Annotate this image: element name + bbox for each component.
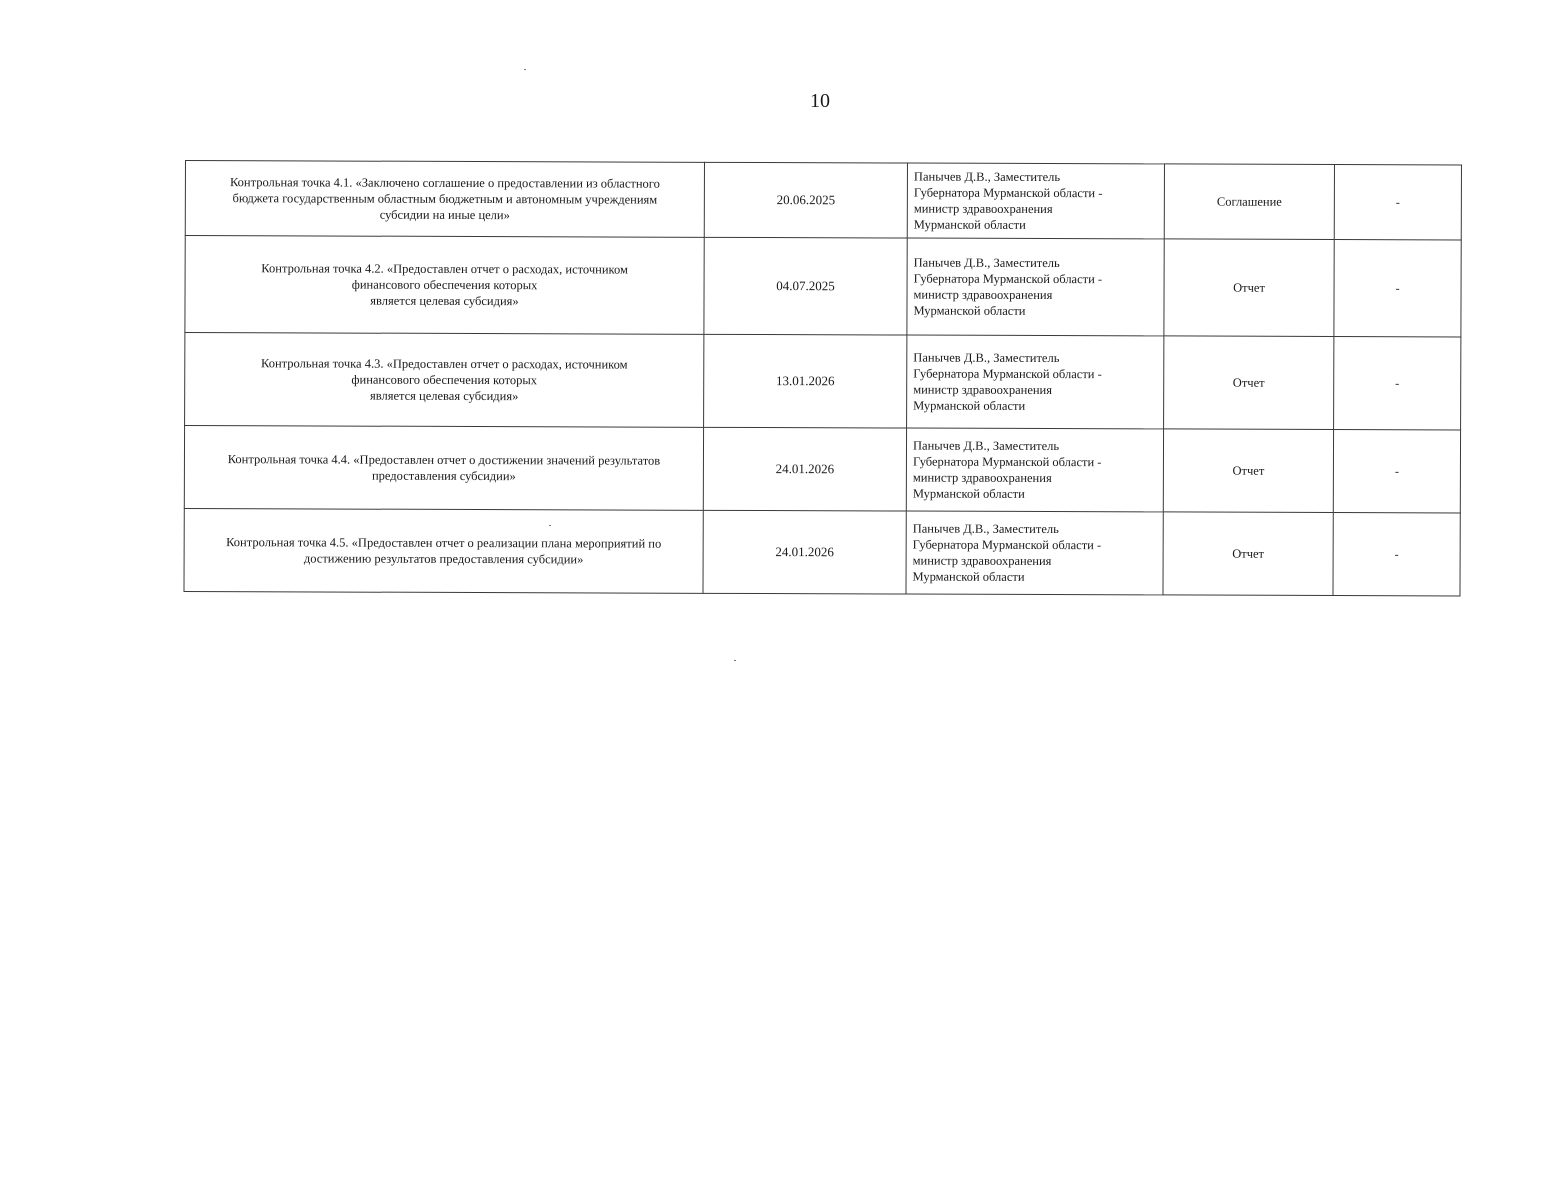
document-type-cell: Отчет	[1163, 512, 1333, 596]
control-point-name-line: является целевая субсидия»	[369, 388, 519, 404]
control-point-name-line: финансового обеспечения которых	[351, 277, 538, 293]
deadline-date-cell: 24.01.2026	[703, 510, 906, 594]
deadline-date-cell: 20.06.2025	[704, 162, 907, 238]
table-row	[184, 508, 1460, 595]
control-point-name-cell	[185, 161, 704, 238]
control-point-name-line: финансового обеспечения которых	[351, 372, 538, 388]
control-point-name-line: бюджета государственным областным бюджетным и автономным учреждениям	[232, 191, 658, 207]
responsible-line: Панычев Д.В., Заместитель	[913, 169, 1061, 185]
control-points-table	[183, 160, 1462, 596]
responsible-line: Мурманской области	[913, 303, 1026, 318]
note-cell: -	[1333, 430, 1460, 513]
page-number: 10	[810, 90, 830, 112]
responsible-line: Губернатора Мурманской области -	[912, 454, 1102, 470]
document-type-cell: Отчет	[1164, 239, 1334, 337]
responsible-person-cell	[907, 238, 1164, 336]
responsible-line: министр здравоохранения	[913, 287, 1053, 303]
responsible-line: Губернатора Мурманской области -	[913, 185, 1103, 201]
deadline-date-cell: 04.07.2025	[704, 237, 907, 335]
responsible-line: министр здравоохранения	[912, 470, 1052, 486]
responsible-line: министр здравоохранения	[913, 382, 1053, 398]
responsible-line: Панычев Д.В., Заместитель	[912, 438, 1060, 454]
control-point-name-cell	[184, 426, 703, 511]
document-type-cell: Отчет	[1164, 336, 1334, 430]
responsible-person-cell	[906, 428, 1163, 512]
scan-speck	[734, 660, 736, 661]
control-point-name-line: Контрольная точка 4.5. «Предоставлен отчет о реализации плана мероприятий по	[226, 535, 662, 551]
responsible-person-cell	[906, 511, 1163, 595]
document-type-cell: Отчет	[1163, 429, 1333, 513]
control-point-name-line: Контрольная точка 4.1. «Заключено соглашение о предоставлении из областного	[229, 175, 660, 191]
responsible-line: Мурманской области	[913, 217, 1026, 232]
responsible-line: Панычев Д.В., Заместитель	[912, 521, 1059, 537]
control-point-name-line: является целевая субсидия»	[370, 293, 519, 309]
control-point-name-line: предоставления субсидии»	[371, 468, 516, 484]
deadline-date-cell: 24.01.2026	[703, 427, 906, 511]
note-cell: -	[1334, 337, 1461, 430]
responsible-line: Мурманской области	[912, 569, 1025, 584]
control-point-name-line: Контрольная точка 4.3. «Предоставлен отчет о расходах, источником	[260, 356, 628, 372]
deadline-date-cell: 13.01.2026	[704, 334, 907, 428]
control-point-name-cell	[184, 508, 703, 593]
table-row	[184, 426, 1460, 513]
control-point-name-line: Контрольная точка 4.4. «Предоставлен отчет о достижении значений результатов	[227, 452, 661, 468]
responsible-line: Мурманской области	[913, 398, 1026, 413]
control-point-name-line: субсидии на иные цели»	[379, 207, 510, 223]
responsible-person-cell	[907, 163, 1164, 239]
responsible-line: Мурманской области	[912, 486, 1025, 501]
responsible-line: министр здравоохранения	[912, 553, 1052, 569]
control-point-name-line: достижению результатов предоставления субсидии»	[303, 551, 584, 567]
control-point-name-cell	[185, 333, 704, 428]
control-point-name-line: Контрольная точка 4.2. «Предоставлен отчет о расходах, источником	[261, 261, 628, 277]
table-row	[185, 333, 1461, 430]
responsible-line: Губернатора Мурманской области -	[913, 271, 1103, 287]
responsible-person-cell	[907, 335, 1164, 429]
responsible-line: Панычев Д.В., Заместитель	[913, 350, 1060, 366]
document-type-cell: Соглашение	[1164, 164, 1334, 240]
control-point-name-cell	[185, 236, 704, 335]
responsible-line: министр здравоохранения	[913, 201, 1053, 217]
note-cell: -	[1333, 513, 1460, 596]
note-cell: -	[1334, 165, 1461, 240]
scan-speck	[524, 69, 526, 70]
table-row	[185, 236, 1461, 337]
responsible-line: Губернатора Мурманской области -	[913, 366, 1102, 382]
note-cell: -	[1334, 240, 1461, 337]
table-row	[185, 161, 1461, 240]
responsible-line: Губернатора Мурманской области -	[912, 537, 1102, 553]
responsible-line: Панычев Д.В., Заместитель	[913, 255, 1060, 271]
